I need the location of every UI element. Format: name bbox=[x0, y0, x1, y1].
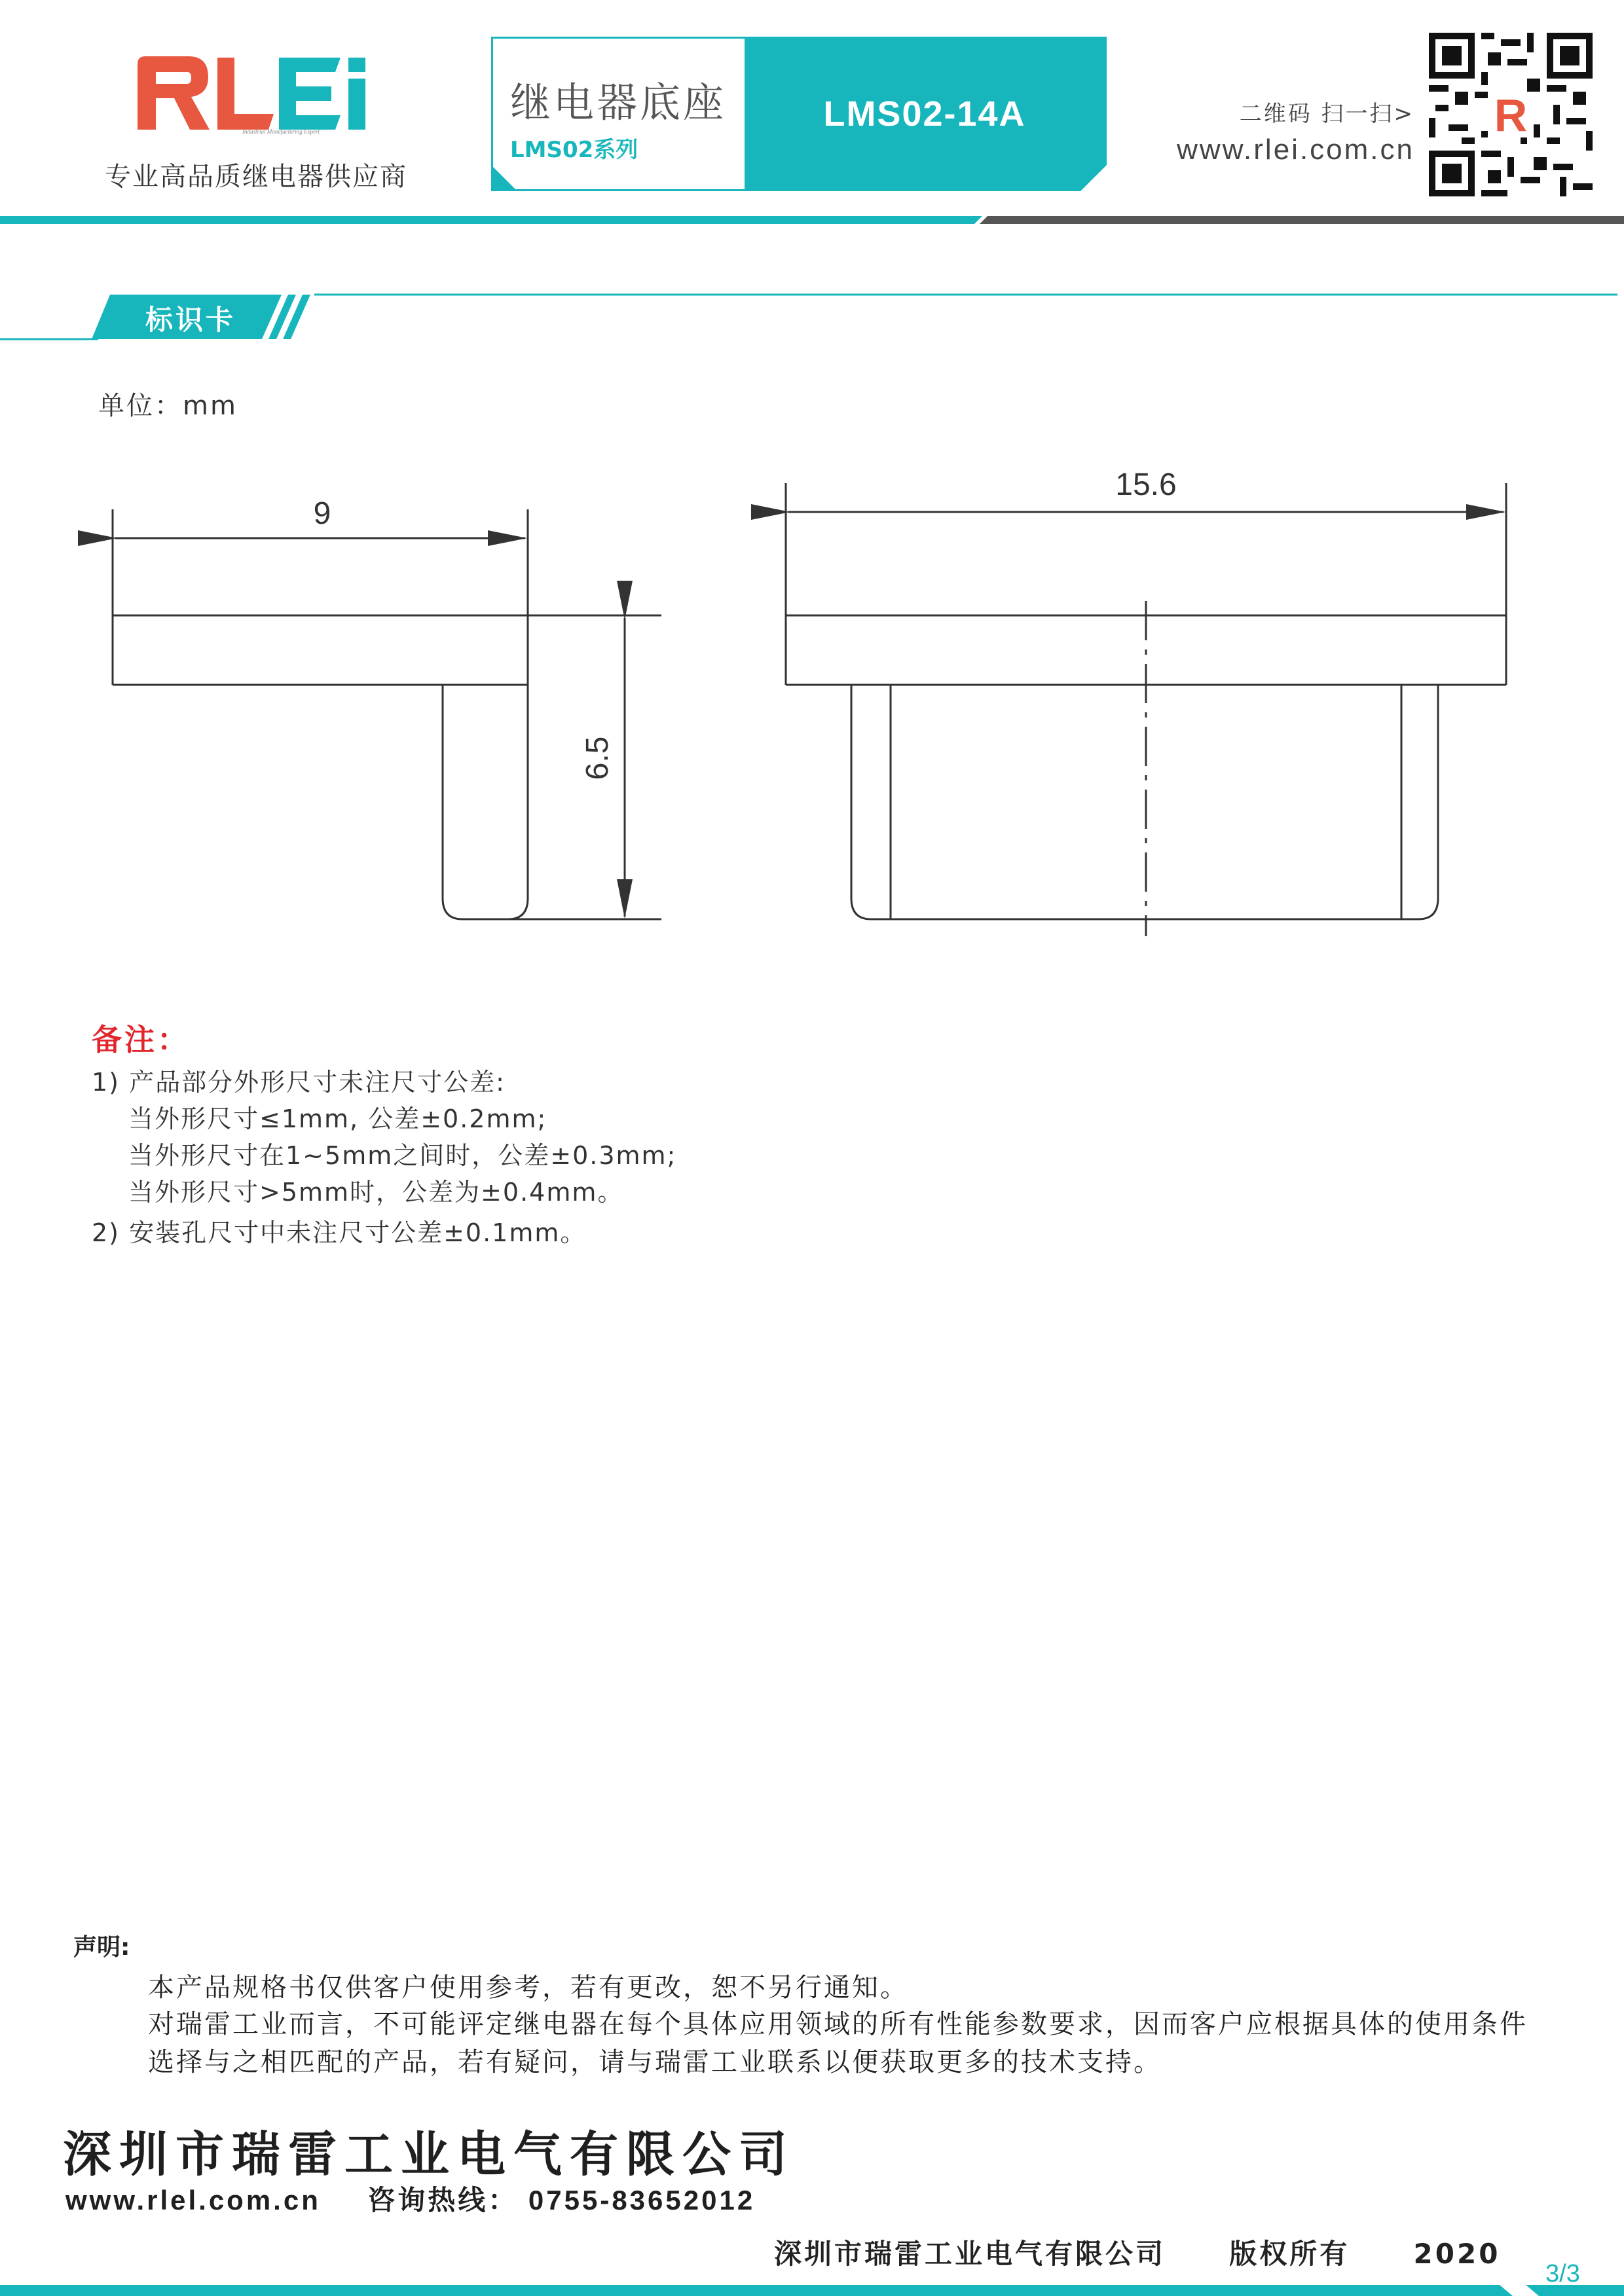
dimension-width-right: 15.6 bbox=[1115, 467, 1177, 502]
footer-website[interactable]: www.rlel.com.cn bbox=[65, 2185, 321, 2215]
footer-bar bbox=[0, 2281, 1624, 2296]
qr-scan-label: 二维码 扫一扫> bbox=[1239, 101, 1414, 127]
logo-slogan: Industrial Manufacturing Expert bbox=[242, 128, 320, 135]
copyright-text: 版权所有 bbox=[1229, 2238, 1350, 2270]
side-view bbox=[113, 509, 661, 919]
copyright-company: 深圳市瑞雷工业电气有限公司 bbox=[774, 2238, 1166, 2270]
header-website[interactable]: www.rlei.com.cn bbox=[1177, 134, 1414, 166]
dimension-width-left: 9 bbox=[313, 496, 331, 531]
company-tagline: 专业高品质继电器供应商 bbox=[105, 162, 407, 192]
declaration-title: 声明: bbox=[73, 1934, 130, 1961]
declaration-line: 对瑞雷工业而言，不可能评定继电器在每个具体应用领域的所有性能参数要求，因而客户应根据具体的使用条件 bbox=[148, 2009, 1528, 2039]
front-view bbox=[786, 483, 1506, 936]
note-line: 1) 产品部分外形尺寸未注尺寸公差: bbox=[92, 1068, 506, 1097]
footer-contact bbox=[65, 2179, 755, 2218]
note-line: 当外形尺寸≤1mm, 公差±0.2mm; bbox=[128, 1104, 547, 1133]
technical-drawing bbox=[0, 0, 1624, 982]
page-number: 3/3 bbox=[1545, 2260, 1580, 2287]
copyright-year: 2020 bbox=[1413, 2238, 1501, 2270]
hotline-number[interactable]: 0755-83652012 bbox=[528, 2185, 756, 2215]
product-series: LMS02系列 bbox=[510, 137, 638, 163]
qr-logo-letter: R bbox=[1494, 90, 1528, 141]
footer-company-name: 深圳市瑞雷工业电气有限公司 bbox=[63, 2126, 795, 2183]
declaration-line: 选择与之相匹配的产品，若有疑问，请与瑞雷工业联系以便获取更多的技术支持。 bbox=[148, 2047, 1162, 2077]
notes-title: 备注： bbox=[92, 1022, 190, 1057]
dimension-height-left: 6.5 bbox=[580, 736, 615, 780]
declaration-line: 本产品规格书仅供客户使用参考，若有更改，恕不另行通知。 bbox=[148, 1973, 908, 2003]
note-line: 2) 安装孔尺寸中未注尺寸公差±0.1mm。 bbox=[92, 1218, 587, 1247]
note-line: 当外形尺寸>5mm时，公差为±0.4mm。 bbox=[128, 1178, 624, 1207]
note-line: 当外形尺寸在1~5mm之间时，公差±0.3mm; bbox=[128, 1141, 677, 1170]
product-model: LMS02-14A bbox=[823, 94, 1026, 134]
footer-copyright bbox=[774, 2232, 1500, 2272]
unit-label: 单位：mm bbox=[98, 391, 238, 421]
section-title: 标识卡 bbox=[145, 304, 236, 336]
product-title: 继电器底座 bbox=[510, 79, 727, 126]
hotline-label: 咨询热线： bbox=[367, 2185, 519, 2215]
